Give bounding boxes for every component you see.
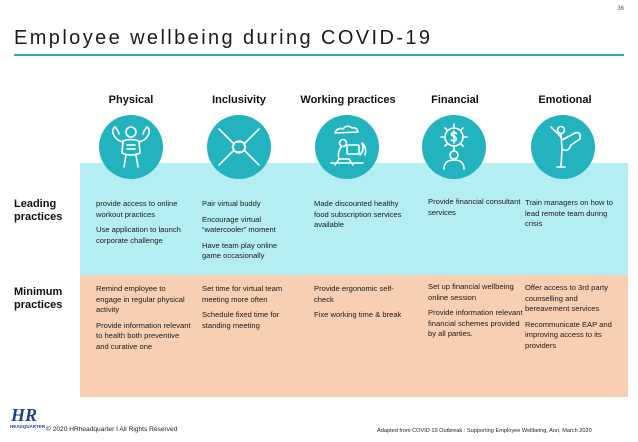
cell-financial-leading: [428, 197, 524, 223]
practice-item: Provide financial consultant services: [428, 197, 521, 217]
practice-item: Remind employee to engage in regular physical activity: [96, 284, 185, 314]
row-label-leading: [14, 198, 62, 224]
row-label-minimum: [14, 286, 62, 312]
yoga-pose-icon: [531, 115, 595, 179]
source-citation: Adapted from COVID 19 Outbreak : Supporting Employee Wellbeing, Aon, March 2020: [377, 428, 592, 434]
practice-item: Set up financial wellbeing online session: [428, 282, 514, 302]
cell-emotional-minimum: [525, 283, 621, 356]
practice-item: Recommunicate EAP and improving access to its providers: [525, 319, 612, 350]
practice-item: Have team play online game occasionally: [202, 240, 278, 260]
column-header-working-practices: Working practices: [300, 94, 396, 106]
row-label-leading-text: Leading practices: [14, 198, 63, 223]
cell-physical-minimum: [96, 284, 192, 357]
page-title: Employee wellbeing during COVID-19: [14, 27, 433, 49]
column-header-physical: Physical: [108, 94, 154, 106]
practice-item: Encourage virtual “watercooler” moment: [202, 214, 276, 234]
title-underline: [14, 54, 624, 56]
practice-item: Use application to launch corporate challenge: [96, 225, 181, 245]
column-header-inclusivity: Inclusivity: [212, 94, 266, 106]
logo-subtext: HEADQUARTER: [10, 424, 46, 429]
cell-inclusivity-minimum: [202, 284, 298, 336]
cell-working-practices-leading: [314, 199, 410, 236]
practice-item: Fixe working time & break: [314, 310, 402, 319]
column-header-financial: Financial: [431, 94, 479, 106]
remote-worker-icon: [315, 115, 379, 179]
practice-item: Train managers on how to lead remote team during crisis: [525, 198, 613, 228]
practice-item: Set time for virtual team meeting more often: [202, 284, 283, 304]
practice-item: Pair virtual buddy: [202, 199, 261, 208]
practice-item: Made discounted healthy food subscription services available: [314, 199, 402, 229]
copyright-text: © 2020 HRheadquarter I All Rights Reserved: [46, 426, 178, 433]
financial-gear-icon: [422, 115, 486, 179]
practice-item: provide access to online workout practices: [96, 199, 178, 219]
column-header-emotional: Emotional: [538, 94, 592, 106]
practice-item: Provide ergonomic self-check: [314, 284, 394, 304]
bodybuilder-icon: [99, 115, 163, 179]
logo-text: HR: [11, 405, 38, 425]
cell-emotional-leading: [525, 198, 621, 235]
hrheadquarter-logo: [10, 404, 46, 430]
practice-item: Offer access to 3rd party counselling and bereavement services: [525, 283, 609, 313]
cell-financial-minimum: [428, 282, 524, 345]
cell-inclusivity-leading: [202, 199, 298, 267]
cell-physical-leading: [96, 199, 192, 251]
row-label-minimum-text: Minimum practices: [14, 286, 63, 311]
cell-working-practices-minimum: [314, 284, 410, 326]
practice-item: Provide information relevant financial schemes provided by all parties.: [428, 308, 523, 338]
practice-item: Schedule fixed time for standing meeting: [202, 310, 280, 330]
practice-item: Provide information relevant to health both preventive and curative one: [96, 320, 191, 351]
page-number: 36: [617, 6, 624, 12]
joined-hands-icon: [207, 115, 271, 179]
